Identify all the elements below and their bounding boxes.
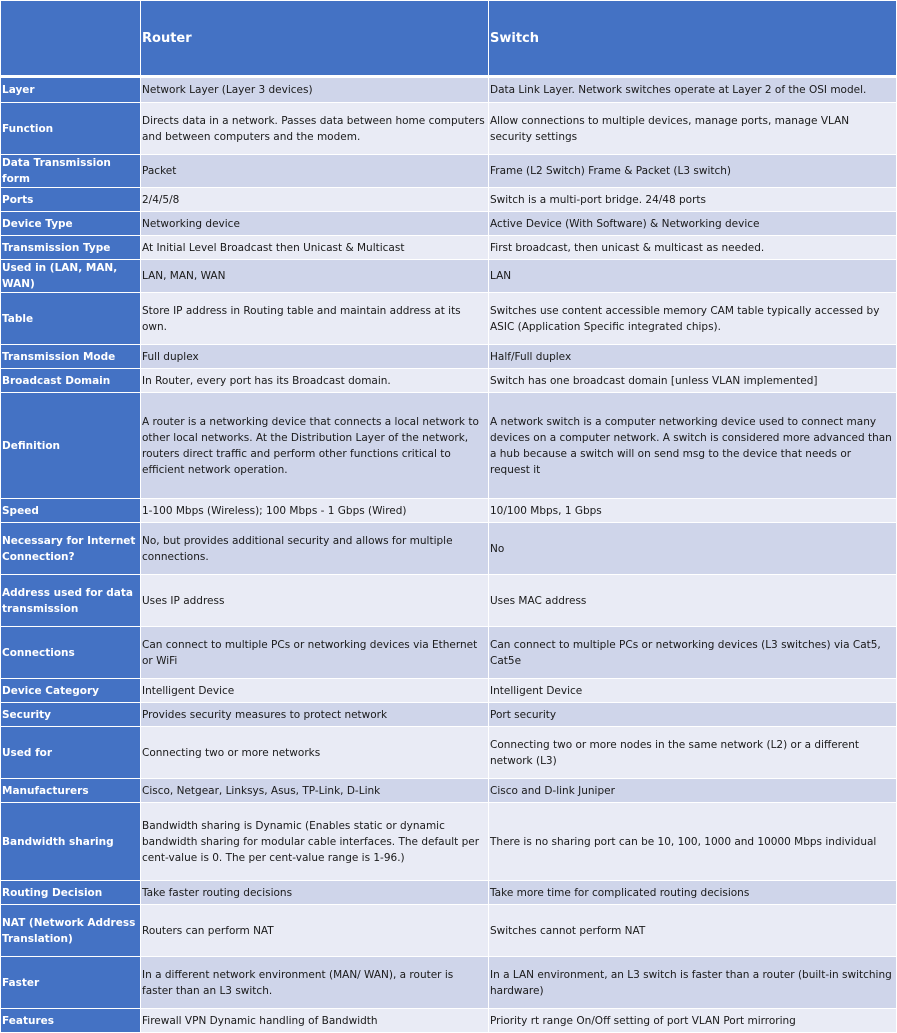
table-row <box>1 212 897 236</box>
router-cell: Network Layer (Layer 3 devices) <box>141 77 489 103</box>
table-row <box>1 1009 897 1033</box>
switch-cell: Switch is a multi-port bridge. 24/48 ports <box>489 188 897 212</box>
switch-cell: First broadcast, then unicast & multicast as needed. <box>489 236 897 260</box>
table-row <box>1 703 897 727</box>
table-row <box>1 627 897 679</box>
router-cell: Directs data in a network. Passes data between home computers and between computers and the modem. <box>141 103 489 155</box>
row-label-cell: Transmission Type <box>1 236 141 260</box>
row-label-cell: Features <box>1 1009 141 1033</box>
row-label-cell: Used in (LAN, MAN, WAN) <box>1 260 141 293</box>
switch-cell: Data Link Layer. Network switches operate at Layer 2 of the OSI model. <box>489 77 897 103</box>
row-label-cell: Address used for data transmission <box>1 575 141 627</box>
switch-cell: In a LAN environment, an L3 switch is faster than a router (built-in switching hardware) <box>489 957 897 1009</box>
switch-cell: Cisco and D-link Juniper <box>489 779 897 803</box>
switch-cell: There is no sharing port can be 10, 100, 1000 and 10000 Mbps individual <box>489 803 897 881</box>
router-cell: At Initial Level Broadcast then Unicast & Multicast <box>141 236 489 260</box>
router-cell: Bandwidth sharing is Dynamic (Enables static or dynamic bandwidth sharing for modular cable interfaces. The default per cent-value is 0. The per cent-value range is 1-96.) <box>141 803 489 881</box>
table-row <box>1 369 897 393</box>
header-row <box>1 1 897 77</box>
switch-cell: Connecting two or more nodes in the same network (L2) or a different network (L3) <box>489 727 897 779</box>
row-label-cell: Security <box>1 703 141 727</box>
switch-cell: Uses MAC address <box>489 575 897 627</box>
row-label-cell: Used for <box>1 727 141 779</box>
router-cell: LAN, MAN, WAN <box>141 260 489 293</box>
switch-cell: A network switch is a computer networking device used to connect many devices on a computer network. A switch is considered more advanced than a hub because a switch will on send msg to the device that needs or request it <box>489 393 897 499</box>
switch-cell: Switch has one broadcast domain [unless VLAN implemented] <box>489 369 897 393</box>
router-cell: Packet <box>141 155 489 188</box>
router-cell: Full duplex <box>141 345 489 369</box>
row-label-cell: Connections <box>1 627 141 679</box>
table-row <box>1 523 897 575</box>
table-row <box>1 803 897 881</box>
switch-cell: Intelligent Device <box>489 679 897 703</box>
router-cell: No, but provides additional security and allows for multiple connections. <box>141 523 489 575</box>
table-row <box>1 679 897 703</box>
router-cell: Routers can perform NAT <box>141 905 489 957</box>
router-cell: Uses IP address <box>141 575 489 627</box>
row-label-cell: Manufacturers <box>1 779 141 803</box>
row-label-cell: Table <box>1 293 141 345</box>
switch-cell: Half/Full duplex <box>489 345 897 369</box>
table-row <box>1 293 897 345</box>
table-row <box>1 727 897 779</box>
corner-header-cell <box>1 1 141 77</box>
table-row <box>1 188 897 212</box>
row-label-cell: Definition <box>1 393 141 499</box>
switch-cell: LAN <box>489 260 897 293</box>
switch-cell: Priority rt range On/Off setting of port VLAN Port mirroring <box>489 1009 897 1033</box>
switch-cell: Can connect to multiple PCs or networking devices (L3 switches) via Cat5, Cat5e <box>489 627 897 679</box>
router-cell: Take faster routing decisions <box>141 881 489 905</box>
router-cell: Can connect to multiple PCs or networking devices via Ethernet or WiFi <box>141 627 489 679</box>
router-cell: Intelligent Device <box>141 679 489 703</box>
table-row <box>1 957 897 1009</box>
switch-cell: Switches cannot perform NAT <box>489 905 897 957</box>
row-label-cell: Speed <box>1 499 141 523</box>
switch-cell: Take more time for complicated routing decisions <box>489 881 897 905</box>
router-cell: 1-100 Mbps (Wireless); 100 Mbps - 1 Gbps (Wired) <box>141 499 489 523</box>
row-label-cell: Layer <box>1 77 141 103</box>
row-label-cell: Device Type <box>1 212 141 236</box>
router-cell: A router is a networking device that connects a local network to other local networks. At the Distribution Layer of the network, routers direct traffic and perform other functions critical to efficient network operation. <box>141 393 489 499</box>
row-label-cell: Broadcast Domain <box>1 369 141 393</box>
switch-cell: Frame (L2 Switch) Frame & Packet (L3 switch) <box>489 155 897 188</box>
switch-cell: Switches use content accessible memory CAM table typically accessed by ASIC (Application Specific integrated chips). <box>489 293 897 345</box>
switch-cell: Allow connections to multiple devices, manage ports, manage VLAN security settings <box>489 103 897 155</box>
switch-cell: 10/100 Mbps, 1 Gbps <box>489 499 897 523</box>
router-cell: Connecting two or more networks <box>141 727 489 779</box>
row-label-cell: Bandwidth sharing <box>1 803 141 881</box>
router-cell: In Router, every port has its Broadcast domain. <box>141 369 489 393</box>
row-label-cell: Faster <box>1 957 141 1009</box>
router-cell: 2/4/5/8 <box>141 188 489 212</box>
table-row <box>1 77 897 103</box>
table-row <box>1 575 897 627</box>
row-label-cell: Function <box>1 103 141 155</box>
table-row <box>1 881 897 905</box>
row-label-cell: Necessary for Internet Connection? <box>1 523 141 575</box>
row-label-cell: Ports <box>1 188 141 212</box>
row-label-cell: Transmission Mode <box>1 345 141 369</box>
router-cell: In a different network environment (MAN/ WAN), a router is faster than an L3 switch. <box>141 957 489 1009</box>
router-cell: Cisco, Netgear, Linksys, Asus, TP-Link, D-Link <box>141 779 489 803</box>
router-cell: Provides security measures to protect network <box>141 703 489 727</box>
router-cell: Store IP address in Routing table and maintain address at its own. <box>141 293 489 345</box>
table-body <box>1 77 897 1033</box>
table-row <box>1 260 897 293</box>
switch-cell: No <box>489 523 897 575</box>
table-row <box>1 155 897 188</box>
row-label-cell: NAT (Network Address Translation) <box>1 905 141 957</box>
table-row <box>1 103 897 155</box>
table-row <box>1 499 897 523</box>
router-cell: Firewall VPN Dynamic handling of Bandwidth <box>141 1009 489 1033</box>
router-cell: Networking device <box>141 212 489 236</box>
table-row <box>1 236 897 260</box>
table-row <box>1 345 897 369</box>
row-label-cell: Data Transmission form <box>1 155 141 188</box>
switch-cell: Active Device (With Software) & Networking device <box>489 212 897 236</box>
switch-cell: Port security <box>489 703 897 727</box>
row-label-cell: Routing Decision <box>1 881 141 905</box>
router-column-header: Router <box>141 1 489 77</box>
table-row <box>1 905 897 957</box>
row-label-cell: Device Category <box>1 679 141 703</box>
switch-column-header: Switch <box>489 1 897 77</box>
table-row <box>1 393 897 499</box>
table-row <box>1 779 897 803</box>
